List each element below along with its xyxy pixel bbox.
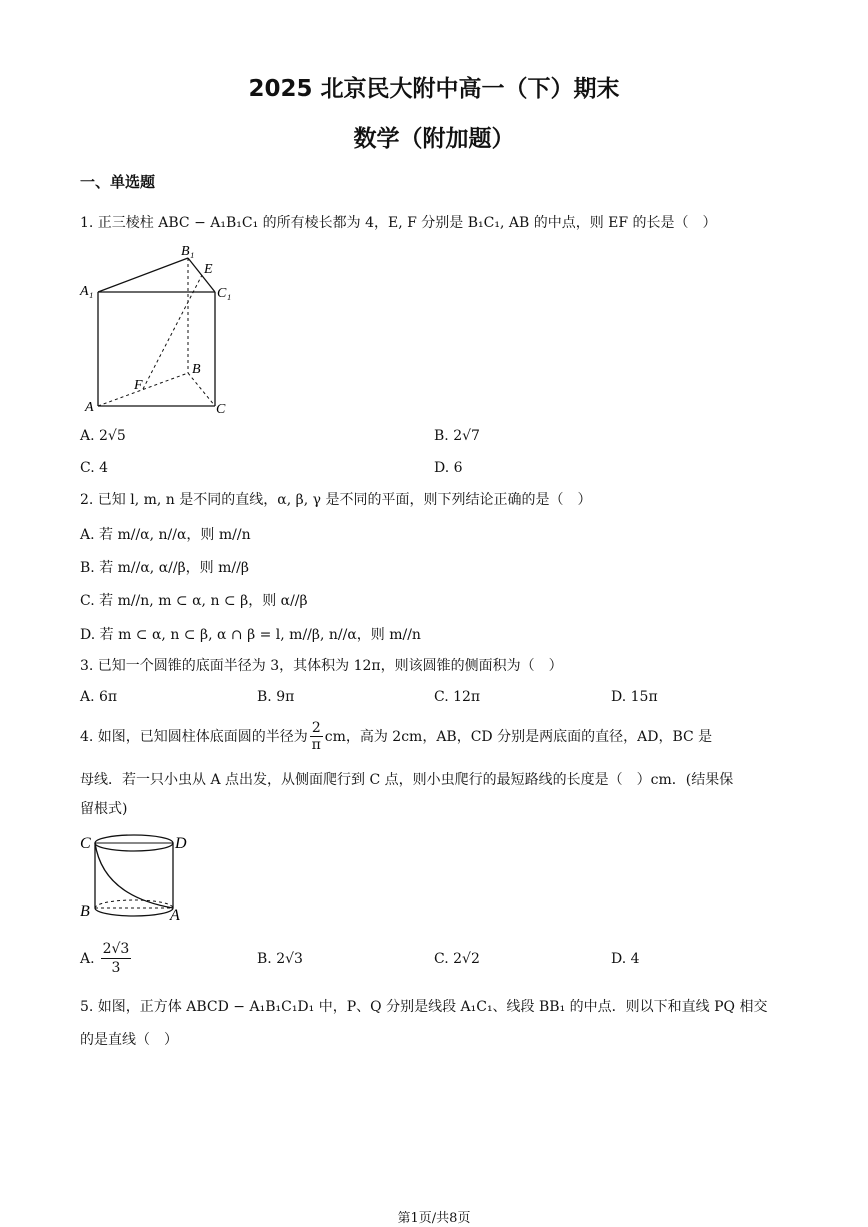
label-cyl-a: A — [170, 907, 180, 924]
q2-option-a: A. 若 m//α, n//α，则 m//n — [80, 527, 251, 543]
page-number: 第1页/共8页 — [397, 1211, 471, 1226]
section-heading: 一、单选题 — [80, 173, 156, 191]
page-title: 2025 北京民大附中高一（下）期末 — [248, 76, 620, 102]
q3-option-d: D. 15π — [611, 689, 658, 705]
label-cyl-b: B — [80, 903, 90, 920]
q4-option-b: B. 2√3 — [257, 951, 303, 967]
label-b: B — [192, 362, 201, 377]
question-5-line2: 的是直线（ ） — [80, 1032, 178, 1048]
q4-text-a: 4. 如图，已知圆柱体底面圆的半径为 — [80, 728, 308, 745]
label-a1: A₁ — [80, 284, 94, 299]
label-cyl-d: D — [175, 835, 187, 852]
q3-option-c: C. 12π — [434, 689, 481, 705]
question-5-line1: 5. 如图，正方体 ABCD − A₁B₁C₁D₁ 中，P、Q 分别是线段 A₁C₁、线段 BB₁ 的中点．则以下和直线 PQ 相交 — [80, 999, 768, 1015]
question-4-line1 — [80, 720, 712, 753]
q4-option-a — [80, 940, 131, 977]
question-4-line3: 留根式) — [80, 801, 128, 817]
q4-option-a-prefix: A. — [80, 950, 95, 967]
cylinder-figure — [78, 828, 208, 928]
q4-option-a-fraction — [101, 940, 132, 977]
prism-figure — [78, 245, 248, 415]
q4-option-a-den: 3 — [111, 960, 121, 976]
page-subtitle: 数学（附加题） — [353, 126, 515, 152]
q2-option-b: B. 若 m//α, α//β，则 m//β — [80, 560, 249, 576]
question-2-text: 2. 已知 l, m, n 是不同的直线，α, β, γ 是不同的平面，则下列结论正确的是（ ） — [80, 492, 592, 508]
q1-option-c: C. 4 — [80, 460, 109, 476]
q2-option-d: D. 若 m ⊂ α, n ⊂ β, α ∩ β = l, m//β, n//α，则 m//n — [80, 627, 421, 643]
q4-fraction-num: 2 — [311, 720, 321, 736]
q3-option-a: A. 6π — [80, 689, 118, 705]
question-3-text: 3. 已知一个圆锥的底面半径为 3，其体积为 12π，则该圆锥的侧面积为（ ） — [80, 658, 563, 674]
label-f: F — [134, 378, 143, 393]
q4-fraction-den: π — [311, 737, 321, 753]
question-1-text: 1. 正三棱柱 ABC − A₁B₁C₁ 的所有棱长都为 4，E, F 分别是 B₁C₁, AB 的中点，则 EF 的长是（ ） — [80, 215, 717, 231]
label-a: A — [85, 400, 94, 415]
q4-option-c: C. 2√2 — [434, 951, 480, 967]
q4-text-b: cm，高为 2cm，AB，CD 分别是两底面的直径，AD，BC 是 — [324, 728, 713, 745]
label-cyl-c: C — [80, 835, 91, 852]
q4-fraction — [310, 720, 323, 753]
q1-option-b: B. 2√7 — [434, 428, 480, 444]
label-c1: C₁ — [217, 286, 232, 301]
label-b1: B₁ — [181, 245, 195, 259]
q2-option-c: C. 若 m//n, m ⊂ α, n ⊂ β，则 α//β — [80, 593, 308, 609]
q4-option-a-num: 2√3 — [102, 941, 130, 957]
q3-option-b: B. 9π — [257, 689, 295, 705]
question-4-line2: 母线．若一只小虫从 A 点出发，从侧面爬行到 C 点，则小虫爬行的最短路线的长度是（ ）cm．(结果保 — [80, 772, 734, 788]
label-e: E — [204, 262, 213, 277]
label-c: C — [216, 402, 226, 415]
q1-option-a: A. 2√5 — [80, 428, 126, 444]
q4-option-d: D. 4 — [611, 951, 640, 967]
q1-option-d: D. 6 — [434, 460, 463, 476]
